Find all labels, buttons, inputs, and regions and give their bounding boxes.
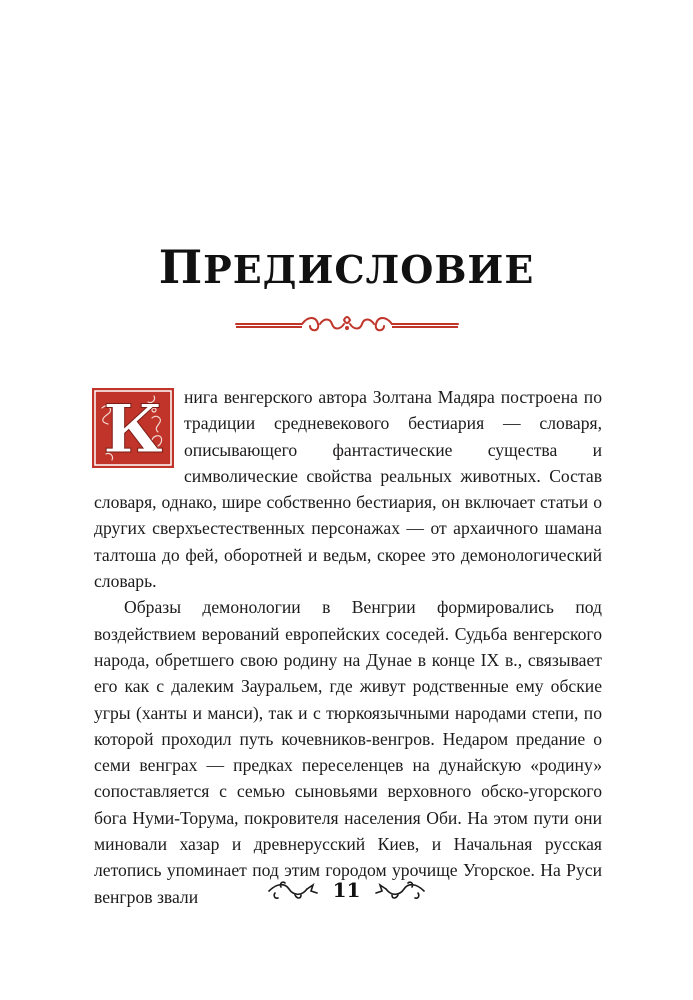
drop-cap-letter: К	[102, 390, 164, 468]
title-ornament-icon	[232, 312, 462, 336]
drop-cap	[92, 388, 174, 468]
body-text	[94, 384, 602, 910]
left-dragon-ornament-icon	[267, 879, 319, 901]
right-dragon-ornament-icon	[374, 879, 426, 901]
page-footer	[0, 870, 693, 910]
page-number: 11	[332, 878, 361, 902]
chapter-title-initial: П	[158, 240, 204, 294]
chapter-title	[0, 240, 693, 294]
chapter-title-rest: РЕДИСЛОВИЕ	[203, 247, 535, 292]
paragraph-1	[94, 384, 602, 594]
drop-cap-ornament-icon	[92, 388, 174, 468]
paragraph-1-text: нига венгерского автора Золтана Мадяра построена по традиции средневекового бестиария — словаря, описывающего фантастические существа и символические свойства реальных животных. Состав словаря, однако, шире собственно бестиария, он включает статьи о других сверхъестественных персонажах — от архаичного шамана талтоша до фей, оборотней и ведьм, скорее это демонологический словарь.	[94, 387, 602, 592]
paragraph-2: Образы демонологии в Венгрии формировались под воздействием верований европейских соседей. Судьба венгерского народа, обретшего свою родину на Дунае в конце IX в., связывает его как с далеким Зауральем, где живут родственные ему обские угры (ханты и манси), так и с тюркоязычными народами степи, по которой проходил путь кочевников-венгров. Недаром предание о семи венграх — предках переселенцев на дунайскую «родину» сопоставляется с семью сыновьями верховного обско-угорского бога Нуми-Торума, покровителя населения Оби. На этом пути они миновали хазар и древнерусский Киев, и Начальная русская летопись упоминает под этим городом урочище Угорское. На Руси венгров звали	[94, 597, 602, 907]
